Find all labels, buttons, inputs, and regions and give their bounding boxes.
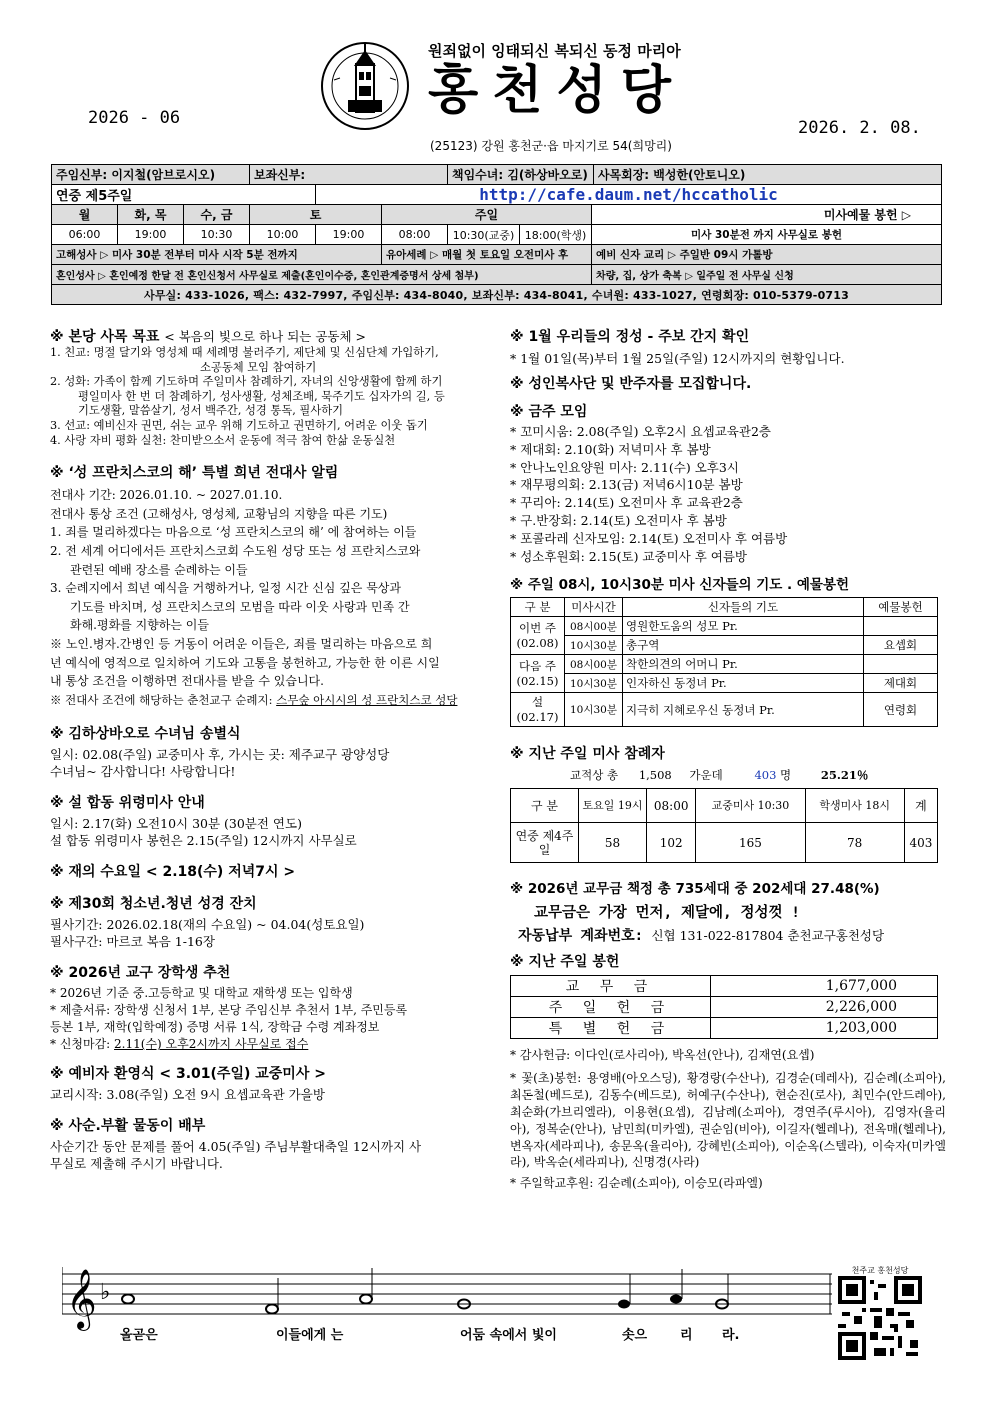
day-mon: 월 (52, 205, 118, 225)
farewell-line: 수녀님~ 감사합니다! 사랑합니다! (50, 764, 236, 780)
mass-time: 08시00분 (565, 617, 623, 636)
mass-prayer: 총구역 (623, 636, 864, 655)
offering-value: 1,677,000 (711, 976, 938, 997)
attendance-count: 403 (754, 768, 777, 783)
meeting-item: * 성소후원회: 2.15(토) 교중미사 후 여름방 (510, 548, 747, 564)
lent-line: 사순기간 동안 문제를 풀어 4.05(주일) 주님부활대축일 12시까지 사 (50, 1139, 422, 1155)
mass-header: 신자들의 기도 (623, 598, 864, 617)
attendance-row-label: 연중 제4주일 (511, 823, 579, 863)
council-head: 사목회장: 백성한(안토니오) (593, 165, 941, 185)
note (670, 1295, 682, 1304)
meeting-item: * 안나노인요양원 미사: 2.11(수) 오후3시 (510, 459, 739, 475)
attendance-header: 교중미사 10:30 (696, 789, 805, 823)
mass-time: 08시00분 (565, 655, 623, 674)
goal-item: 1. 친교: 명절 달기와 영성체 때 세례명 불러주기, 제단체 및 신심단체 가입하기, (50, 346, 439, 359)
offering-value: 2,226,000 (711, 997, 938, 1018)
lyric: 솟으 (622, 1328, 648, 1343)
mass-prayer: 영원한도움의 성모 Pr. (623, 617, 864, 636)
mass-prayer: 지극히 지혜로우신 동정녀 Pr. (623, 693, 864, 727)
mass-header: 예물봉헌 (864, 598, 938, 617)
jubilee-line: ※ 노인.병자.간병인 등 거동이 어려운 이들은, 죄를 멀리하는 마음으로 희 (50, 636, 433, 651)
info-table (51, 164, 942, 305)
meetings-list (510, 423, 946, 565)
attendance-label: 교적상 총 (570, 768, 619, 783)
jubilee-line: 관련된 예배 장소를 순례하는 이들 (70, 562, 248, 577)
parish-address: (25123) 강원 홍천군·읍 마지기로 54(희망리) (430, 139, 672, 153)
qr-code-icon[interactable] (838, 1276, 922, 1360)
mass-time: 10시30분 (565, 674, 623, 693)
bible-line: 필사기간: 2026.02.18(재의 수요일) ~ 04.04(성토요일) (50, 917, 365, 933)
attendance-title: ※ 지난 주일 미사 참례자 (510, 746, 665, 763)
scholarship-line: * 2026년 기준 중.고등학교 및 대학교 재학생 또는 입학생 (50, 986, 353, 1001)
seol-title: ※ 설 합동 위령미사 안내 (50, 795, 205, 812)
lyric: 리 (680, 1328, 693, 1343)
dues-slogan: 교무금은 가장 먼저, 제달에, 정성껏 ! (534, 905, 800, 922)
offering-title: ※ 지난 주일 봉헌 (510, 954, 620, 971)
time-7: 10:30(교중) (448, 225, 520, 245)
lyric: 어둠 속에서 빛이 (460, 1328, 557, 1343)
goal-item: 4. 사랑 자비 평화 실천: 찬미받으소서 운동에 적극 참여 한삶 운동실천 (50, 433, 396, 447)
attendance-value: 165 (696, 823, 805, 863)
goal-item: 소공동체 모임 참여하기 (200, 360, 317, 374)
mass-time: 10시30분 (565, 636, 623, 655)
jubilee-line: 전대사 기간: 2026.01.10. ~ 2027.01.10. (50, 488, 283, 503)
mass-prayer: 착한의견의 어머니 Pr. (623, 655, 864, 674)
attendance-mid: 가운데 (689, 768, 723, 783)
lyric: 라. (722, 1328, 740, 1343)
jubilee-line: ※ 전대사 조건에 해당하는 춘천교구 순례지: (50, 692, 277, 707)
right-column (510, 326, 946, 1192)
cafe-link[interactable]: http://cafe.daum.net/hccatholic (316, 185, 942, 205)
attendance-total: 1,508 (638, 768, 672, 783)
meeting-item: * 구.반장회: 2.14(토) 오전미사 후 봄방 (510, 512, 727, 528)
mass-header: 구 분 (511, 598, 565, 617)
attendance-value: 78 (805, 823, 904, 863)
dues-line: ※ 2026년 교무금 책정 총 735세대 중 202세대 27.48(%) (510, 881, 880, 898)
time-6: 08:00 (382, 225, 448, 245)
notice-baptism: 유아세례 ▷ 매월 첫 토요일 오전미사 후 (382, 245, 592, 265)
meeting-item: * 포콜라레 신자모임: 2.14(토) 오전미사 후 여름방 (510, 530, 788, 546)
goal-item: 평일미사 한 번 더 참례하기, 성사생활, 성체조배, 묵주기도 십자가의 길, 등 (78, 389, 445, 403)
meeting-item: * 꼬미시움: 2.08(주일) 오후2시 요셉교육관2층 (510, 424, 771, 439)
offering-label: 교 무 금 (511, 976, 711, 997)
day-wed-fri: 수, 금 (184, 205, 250, 225)
goal-title: ※ 본당 사목 목표 (50, 329, 160, 345)
attendance-unit: 명 (780, 768, 792, 783)
seol-line: 설 합동 위령미사 봉헌은 2.15(주일) 12시까지 사무실로 (50, 833, 357, 849)
farewell-title: ※ 김하상바오로 수녀님 송별식 (50, 726, 241, 743)
meeting-item: * 꾸리아: 2.14(토) 오전미사 후 교육관2층 (510, 495, 743, 511)
time-2: 19:00 (118, 225, 184, 245)
treble-clef-icon: 𝄞 (66, 1269, 97, 1329)
seol-line: 일시: 2.17(화) 오전10시 30분 (30분전 연도) (50, 816, 302, 832)
scholarship-title: ※ 2026년 교구 장학생 추천 (50, 965, 231, 982)
mass-offering: 요셉회 (864, 636, 938, 655)
mass-offering (864, 655, 938, 674)
mass-offering: 연령회 (864, 693, 938, 727)
note (360, 1295, 372, 1304)
mass-header: 미사시간 (565, 598, 623, 617)
attendance-table (510, 788, 938, 863)
parish-seal-icon (320, 40, 410, 132)
lyric: 이들에게 는 (276, 1328, 344, 1343)
bible-festival-title: ※ 제30회 청소년.청년 성경 잔치 (50, 896, 257, 913)
meeting-item: * 제대회: 2.10(화) 저녁미사 후 봄방 (510, 441, 711, 457)
lent-title: ※ 사순.부활 물동이 배부 (50, 1118, 206, 1135)
jubilee-line: 년 예식에 영적으로 일치하여 기도와 고통을 봉헌하고, 가능한 한 이른 시일 (50, 655, 440, 670)
goal-item: 2. 성화: 가족이 함께 기도하며 주일미사 참례하기, 자녀의 신앙생활에 함께 하기 (50, 375, 443, 389)
jubilee-line: 화해.평화를 지향하는 이들 (70, 618, 209, 633)
meetings-title: ※ 금주 모임 (510, 404, 588, 420)
bible-line: 필사구간: 마르코 복음 1-16장 (50, 934, 215, 950)
mass-week: 다음 주 (519, 658, 556, 673)
left-column (50, 326, 495, 1172)
qr-block (838, 1265, 922, 1365)
recruit-title: ※ 성인복사단 및 반주자를 모집합니다. (510, 376, 752, 392)
ash-wednesday-title: ※ 재의 수요일 < 2.18(수) 저녁7시 > (50, 864, 296, 881)
mass-week: 설 (531, 694, 544, 709)
mass-week: 이번 주 (519, 620, 556, 635)
lent-line: 무실로 제출해 주시기 바랍니다. (50, 1156, 223, 1172)
offering-label: 주 일 헌 금 (511, 997, 711, 1018)
day-sat: 토 (250, 205, 382, 225)
attendance-header: 08:00 (647, 789, 696, 823)
attendance-header: 구 분 (511, 789, 579, 823)
attendance-value: 403 (904, 823, 937, 863)
mass-date: (02.17) (516, 709, 559, 724)
offering-label: 특 별 헌 금 (511, 1018, 711, 1039)
day-tue-thu: 화, 목 (118, 205, 184, 225)
mass-prayer-table (510, 597, 938, 727)
account-number: 신협 131-022-817804 춘천교구홍천성당 (651, 928, 885, 944)
attendance-header: 계 (904, 789, 937, 823)
time-8: 18:00(학생) (520, 225, 592, 245)
liturgical-week: 연중 제5주일 (52, 185, 316, 205)
farewell-line: 일시: 02.08(주일) 교중미사 후, 가시는 곳: 제주교구 광양성당 (50, 747, 390, 763)
jubilee-line: 2. 전 세계 어디에서든 프란치스코회 수도원 성당 또는 성 프란치스코와 (50, 543, 421, 558)
parish-title: 홍천성당 (428, 61, 685, 121)
time-4: 10:00 (250, 225, 316, 245)
lyric: 올곧은 (120, 1328, 158, 1343)
time-3: 10:30 (184, 225, 250, 245)
notice-marriage: 혼인성사 ▷ 혼인예정 한달 전 혼인신청서 사무실로 제출(혼인이수증, 혼인관계증명서 상세 첨부) (52, 265, 592, 285)
offering-value: 1,203,000 (711, 1018, 938, 1039)
sunday-school-donors: * 주일학교후원: 김순례(소피아), 이승모(라파엘) (510, 1176, 763, 1191)
offering-note: 미사예물 봉헌 ▷ (592, 205, 942, 225)
pilgrimage-site: 스무숲 아시시의 성 프란치스코 성당 (276, 692, 458, 707)
account-label: 자동납부 계좌번호: (518, 928, 652, 945)
flat-icon: ♭ (100, 1280, 111, 1305)
mass-date: (02.08) (516, 635, 559, 650)
scholarship-line: * 제출서류: 장학생 신청서 1부, 본당 주임신부 추천서 1부, 주민등록 (50, 1003, 408, 1018)
attendance-value: 58 (579, 823, 647, 863)
note (618, 1300, 630, 1309)
jubilee-body (50, 486, 495, 709)
goal-item: 3. 선교: 예비신자 권면, 쉬는 교우 위해 기도하고 권면하기, 어려운 이웃 돕기 (50, 418, 428, 432)
welcome-title: ※ 예비자 환영식 < 3.01(주일) 교중미사 > (50, 1066, 326, 1083)
jubilee-title: ※ ‘성 프란치스코의 해’ 특별 희년 전대사 알림 (50, 465, 339, 482)
jubilee-line: 1. 죄를 멀리하겠다는 마음으로 ‘성 프란치스코의 해’ 에 참여하는 이들 (50, 525, 417, 540)
note (122, 1295, 134, 1304)
qr-caption: 천주교 홍천성당 (851, 1266, 909, 1275)
mass-prayer-title: ※ 주일 08시, 10시30분 미사 신자들의 기도 . 예물봉헌 (510, 577, 850, 594)
mass-time: 10시30분 (565, 693, 623, 727)
mass-offering: 제대회 (864, 674, 938, 693)
mass-offering (864, 617, 938, 636)
jubilee-line: 3. 순례지에서 희년 예식을 거행하거나, 일정 시간 신심 깊은 묵상과 (50, 581, 401, 596)
tithe-title: ※ 1월 우리들의 정성 - 주보 간지 확인 (510, 329, 750, 345)
note (266, 1305, 278, 1314)
attendance-header: 토요일 19시 (579, 789, 647, 823)
attendance-percent: 25.21％ (820, 768, 869, 783)
day-sun: 주일 (382, 205, 592, 225)
jubilee-line: 전대사 통상 조건 (고해성사, 영성체, 교황님의 지향을 따른 기도) (50, 506, 388, 521)
jubilee-line: 기도를 바치며, 성 프란치스코의 모범을 따라 이웃 사랑과 민족 간 (70, 599, 410, 614)
flower-offering: * 꽃(초)봉헌: 용영배(아오스딩), 황경랑(수산나), 김경순(데레사), 김순례(소피아), 최돈철(베드로), 김동수(베드로), 허예구(수산나), 현순진(로사), 최민수(안드레아), 최순화(가브리엘라), 이용현(요셉), 김남례(소피아), 경연주(루시아), 김영자(율리아), 정복순(안나), 남민희(미카엘), 권순임(비아), 이길자(헬레나), 전옥매(헬레나), 변옥자(세라피나), 송문옥(율리아), 강혜빈(소피아), 이순옥(스텔라), 이숙자(미카엘라), 박옥순(세라피나), 신명경(사라) (510, 1071, 946, 1170)
bulletin-date: 2026. 2. 08. (798, 118, 921, 138)
time-1: 06:00 (52, 225, 118, 245)
contact-numbers: 사무실: 433-1026, 팩스: 432-7997, 주임신부: 434-8040, 보좌신부: 434-8041, 수녀원: 433-1027, 연령회장: 010-5379-0713 (52, 285, 942, 305)
notice-catechumen: 예비 신자 교리 ▷ 주일반 09시 가톨방 (592, 245, 942, 265)
time-5: 19:00 (316, 225, 382, 245)
assistant-priest: 보좌신부: (250, 165, 448, 185)
issue-number: 2026 - 06 (88, 108, 181, 128)
meeting-item: * 재무평의회: 2.13(금) 저녁6시10분 봄방 (510, 477, 743, 493)
music-staff (62, 1262, 832, 1372)
scholarship-line: * 신청마감: (50, 1037, 115, 1052)
goal-list (50, 346, 495, 448)
tithe-line: * 1월 01일(목)부터 1월 25일(주일) 12시까지의 현황입니다. (510, 351, 845, 366)
thanks-offering: * 감사헌금: 이다인(로사리아), 박옥선(안나), 김재연(요셉) (510, 1048, 815, 1063)
mass-date: (02.15) (516, 673, 559, 688)
welcome-line: 교리시작: 3.08(주일) 오전 9시 요셉교육관 가을방 (50, 1087, 325, 1103)
attendance-summary (510, 767, 946, 784)
mass-prayer: 인자하신 동정녀 Pr. (623, 674, 864, 693)
goal-item: 기도생활, 말씀살기, 성서 백주간, 성경 통독, 필사하기 (78, 404, 344, 418)
notice-confession: 고해성사 ▷ 미사 30분 전부터 미사 시작 5분 전까지 (52, 245, 382, 265)
goal-subtitle: < 복음의 빛으로 하나 되는 공동체 > (164, 329, 367, 344)
jubilee-line: 내 통상 조건을 이행하면 전대사를 받을 수 있습니다. (50, 674, 324, 689)
notice-blessing: 차량, 집, 상가 축복 ▷ 일주일 전 사무실 신청 (592, 265, 942, 285)
offering-table (510, 975, 938, 1039)
parish-subtitle: 원죄없이 잉태되신 복되신 동정 마리아 (428, 42, 681, 60)
offering-deadline: 미사 30분전 까지 사무실로 봉헌 (592, 225, 942, 245)
attendance-header: 학생미사 18시 (805, 789, 904, 823)
sister: 책임수녀: 김(하상바오로) (448, 165, 594, 185)
scholarship-deadline: 2.11(수) 오후2시까지 사무실로 접수 (114, 1037, 309, 1052)
pastor: 주임신부: 이지철(암브로시오) (52, 165, 250, 185)
scholarship-line: 등본 1부, 재학(입학예정) 증명 서류 1식, 장학금 수령 계좌정보 (50, 1020, 380, 1035)
attendance-value: 102 (647, 823, 696, 863)
